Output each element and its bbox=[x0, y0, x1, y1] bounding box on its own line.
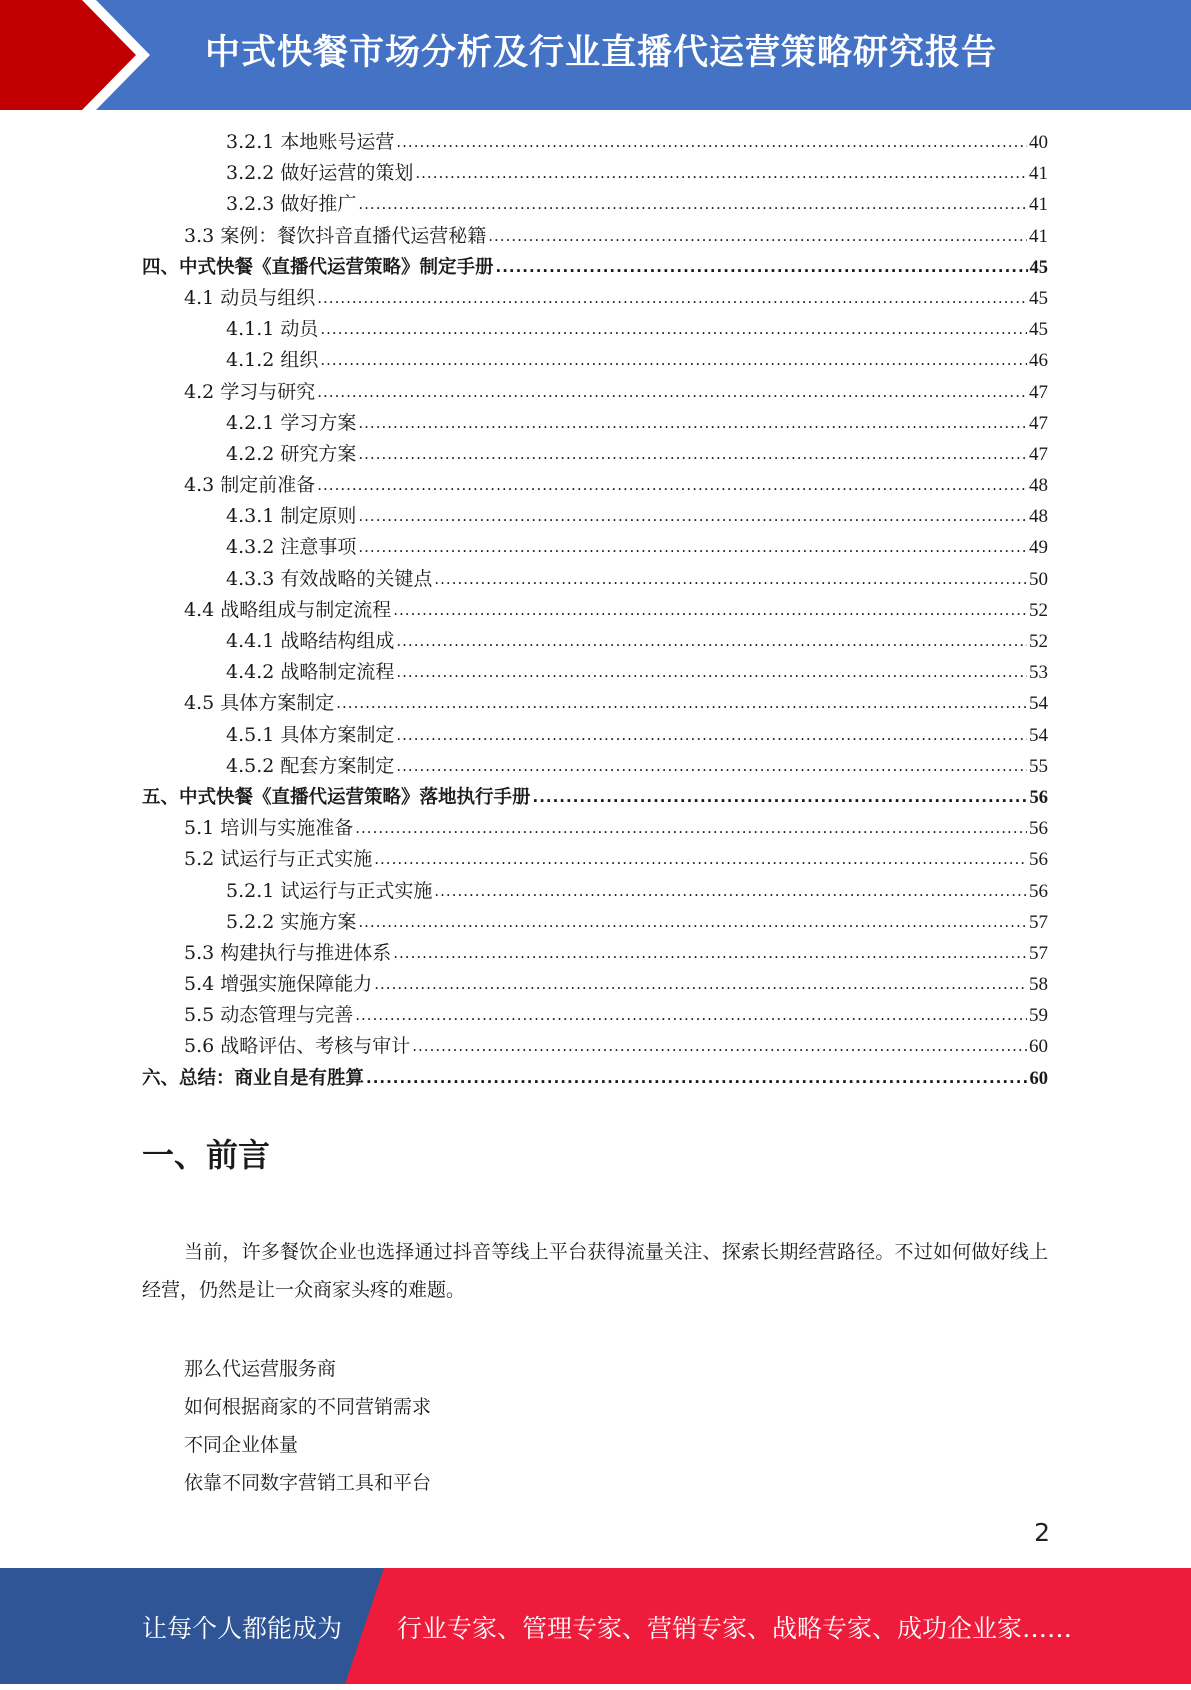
toc-entry-label: 3.2.3 做好推广 bbox=[226, 193, 357, 216]
toc-entry-page: 54 bbox=[1029, 724, 1048, 746]
toc-leader-dots bbox=[396, 126, 1027, 158]
toc-entry[interactable] bbox=[142, 720, 1048, 751]
toc-entry-page: 60 bbox=[1029, 1036, 1048, 1058]
toc-entry-page: 56 bbox=[1029, 818, 1048, 840]
toc-entry[interactable] bbox=[142, 252, 1048, 283]
toc-entry-page: 55 bbox=[1029, 755, 1048, 777]
toc-entry-label: 4.1.2 组织 bbox=[226, 349, 319, 372]
table-of-contents bbox=[142, 127, 1048, 1094]
toc-entry-label: 六、总结：商业自是有胜算 bbox=[142, 1067, 365, 1089]
footer-slogan-left: 让每个人都能成为 bbox=[142, 1614, 343, 1643]
toc-entry-label: 5.2.2 实施方案 bbox=[226, 910, 357, 933]
toc-leader-dots bbox=[396, 750, 1027, 782]
toc-entry[interactable] bbox=[142, 657, 1048, 688]
toc-entry-label: 3.2.1 本地账号运营 bbox=[226, 131, 395, 153]
toc-entry-label: 5.3 构建执行与推进体系 bbox=[184, 941, 392, 964]
intro-line: 如何根据商家的不同营销需求 bbox=[184, 1396, 432, 1418]
toc-leader-dots bbox=[366, 1062, 1027, 1094]
toc-entry-label: 四、中式快餐《直播代运营策略》制定手册 bbox=[142, 256, 494, 278]
toc-entry[interactable] bbox=[142, 1063, 1048, 1094]
toc-leader-dots bbox=[358, 906, 1027, 938]
toc-leader-dots bbox=[358, 531, 1027, 563]
toc-entry-page: 47 bbox=[1029, 412, 1048, 434]
toc-leader-dots bbox=[412, 1030, 1027, 1062]
toc-leader-dots bbox=[434, 875, 1027, 907]
toc-entry[interactable] bbox=[142, 1031, 1048, 1062]
page-number: 2 bbox=[1034, 1518, 1050, 1547]
toc-entry[interactable] bbox=[142, 969, 1048, 1000]
toc-entry[interactable] bbox=[142, 470, 1048, 501]
toc-entry[interactable] bbox=[142, 782, 1048, 813]
toc-entry-page: 58 bbox=[1029, 974, 1048, 996]
toc-entry[interactable] bbox=[142, 844, 1048, 875]
intro-line: 不同企业体量 bbox=[184, 1434, 299, 1456]
toc-entry-label: 4.4 战略组成与制定流程 bbox=[184, 598, 392, 621]
toc-entry[interactable] bbox=[142, 377, 1048, 408]
toc-entry-label: 5.4 增强实施保障能力 bbox=[184, 973, 373, 996]
toc-entry[interactable] bbox=[142, 314, 1048, 345]
toc-entry-page: 40 bbox=[1029, 132, 1048, 153]
toc-leader-dots bbox=[317, 469, 1027, 501]
intro-line: 那么代运营服务商 bbox=[184, 1358, 337, 1380]
toc-entry-page: 56 bbox=[1029, 880, 1048, 902]
toc-entry[interactable] bbox=[142, 564, 1048, 595]
toc-entry[interactable] bbox=[142, 688, 1048, 719]
toc-leader-dots bbox=[317, 282, 1027, 314]
toc-entry-page: 47 bbox=[1029, 381, 1048, 403]
toc-entry-page: 57 bbox=[1029, 911, 1048, 933]
toc-entry[interactable] bbox=[142, 189, 1048, 220]
toc-leader-dots bbox=[374, 843, 1027, 875]
report-title: 中式快餐市场分析及行业直播代运营策略研究报告 bbox=[205, 33, 998, 73]
toc-entry-page: 41 bbox=[1029, 163, 1048, 185]
toc-leader-dots bbox=[434, 563, 1027, 595]
toc-entry-label: 3.3 案例：餐饮抖音直播代运营秘籍 bbox=[184, 224, 487, 247]
toc-leader-dots bbox=[355, 999, 1027, 1031]
toc-entry-label: 5.2.1 试运行与正式实施 bbox=[226, 879, 433, 902]
toc-entry-label: 4.3.2 注意事项 bbox=[226, 536, 357, 559]
toc-entry-page: 52 bbox=[1029, 631, 1048, 652]
toc-leader-dots bbox=[396, 719, 1027, 751]
intro-lines bbox=[184, 1350, 431, 1502]
toc-leader-dots bbox=[415, 157, 1027, 189]
toc-leader-dots bbox=[488, 220, 1027, 252]
toc-entry-label: 5.5 动态管理与完善 bbox=[184, 1004, 354, 1027]
section-heading: 一、前言 bbox=[142, 1136, 271, 1174]
toc-entry-page: 45 bbox=[1029, 257, 1048, 278]
toc-entry-page: 57 bbox=[1029, 942, 1048, 964]
toc-entry[interactable] bbox=[142, 408, 1048, 439]
toc-leader-dots bbox=[396, 625, 1027, 657]
toc-entry-page: 48 bbox=[1029, 506, 1048, 528]
toc-entry[interactable] bbox=[142, 283, 1048, 314]
intro-paragraph: 当前，许多餐饮企业也选择通过抖音等线上平台获得流量关注、探索长期经营路径。不过如何做好线上经营，仍然是让一众商家头疼的难题。 bbox=[142, 1241, 1048, 1301]
toc-entry[interactable] bbox=[142, 876, 1048, 907]
toc-leader-dots bbox=[320, 313, 1027, 345]
toc-leader-dots bbox=[358, 407, 1027, 439]
toc-entry-page: 45 bbox=[1029, 319, 1048, 341]
toc-entry-label: 3.2.2 做好运营的策划 bbox=[226, 162, 414, 185]
toc-leader-dots bbox=[396, 656, 1027, 688]
toc-leader-dots bbox=[355, 812, 1027, 844]
toc-entry-label: 4.2.1 学习方案 bbox=[226, 411, 357, 434]
toc-entry-page: 56 bbox=[1029, 849, 1048, 871]
toc-entry-label: 4.1 动员与组织 bbox=[184, 286, 316, 309]
toc-entry-page: 41 bbox=[1029, 225, 1048, 247]
toc-leader-dots bbox=[533, 781, 1028, 813]
toc-entry-page: 60 bbox=[1029, 1068, 1048, 1089]
page-header bbox=[0, 0, 1191, 110]
toc-entry-page: 50 bbox=[1029, 568, 1048, 590]
toc-entry-label: 4.3.3 有效战略的关键点 bbox=[226, 567, 433, 590]
toc-entry-page: 53 bbox=[1029, 662, 1048, 684]
toc-entry[interactable] bbox=[142, 595, 1048, 626]
toc-leader-dots bbox=[358, 500, 1027, 532]
toc-entry[interactable] bbox=[142, 938, 1048, 969]
toc-entry-label: 4.2.2 研究方案 bbox=[226, 442, 357, 465]
toc-entry-label: 4.4.2 战略制定流程 bbox=[226, 661, 395, 684]
toc-entry-label: 4.2 学习与研究 bbox=[184, 380, 316, 403]
toc-leader-dots bbox=[336, 687, 1027, 719]
toc-entry-label: 5.1 培训与实施准备 bbox=[184, 817, 354, 840]
toc-entry-label: 5.6 战略评估、考核与审计 bbox=[184, 1035, 411, 1058]
toc-entry[interactable] bbox=[142, 439, 1048, 470]
toc-leader-dots bbox=[358, 188, 1027, 220]
toc-entry-label: 5.2 试运行与正式实施 bbox=[184, 848, 373, 871]
page-footer bbox=[0, 1568, 1191, 1684]
toc-entry-page: 47 bbox=[1029, 443, 1048, 465]
toc-entry-page: 52 bbox=[1029, 599, 1048, 621]
toc-entry[interactable] bbox=[142, 907, 1048, 938]
intro-line: 依靠不同数字营销工具和平台 bbox=[184, 1472, 432, 1494]
toc-entry-page: 45 bbox=[1029, 287, 1048, 309]
toc-entry-label: 4.3 制定前准备 bbox=[184, 474, 316, 497]
toc-entry-page: 49 bbox=[1029, 537, 1048, 559]
toc-entry-page: 46 bbox=[1029, 350, 1048, 372]
toc-entry-label: 五、中式快餐《直播代运营策略》落地执行手册 bbox=[142, 786, 531, 808]
toc-entry[interactable] bbox=[142, 1000, 1048, 1031]
toc-leader-dots bbox=[393, 594, 1027, 626]
toc-entry-label: 4.1.1 动员 bbox=[226, 318, 319, 341]
toc-entry[interactable] bbox=[142, 158, 1048, 189]
toc-entry-page: 59 bbox=[1029, 1005, 1048, 1027]
toc-entry-label: 4.5 具体方案制定 bbox=[184, 692, 335, 715]
toc-entry-page: 56 bbox=[1029, 787, 1048, 808]
toc-leader-dots bbox=[320, 344, 1027, 376]
toc-leader-dots bbox=[374, 968, 1027, 1000]
toc-leader-dots bbox=[496, 251, 1028, 283]
toc-entry[interactable] bbox=[142, 501, 1048, 532]
toc-entry[interactable] bbox=[142, 626, 1048, 657]
toc-entry[interactable] bbox=[142, 221, 1048, 252]
chevron-arrow-icon bbox=[0, 0, 150, 110]
toc-leader-dots bbox=[317, 376, 1027, 408]
toc-entry-page: 41 bbox=[1029, 194, 1048, 216]
toc-entry-label: 4.5.1 具体方案制定 bbox=[226, 723, 395, 746]
toc-leader-dots bbox=[358, 438, 1027, 470]
toc-entry[interactable] bbox=[142, 751, 1048, 782]
footer-slogan-right: 行业专家、管理专家、营销专家、战略专家、成功企业家…… bbox=[397, 1614, 1073, 1643]
toc-leader-dots bbox=[393, 937, 1027, 969]
toc-entry-page: 54 bbox=[1029, 693, 1048, 715]
toc-entry[interactable] bbox=[142, 127, 1048, 158]
toc-entry-label: 4.4.1 战略结构组成 bbox=[226, 630, 395, 652]
toc-entry[interactable] bbox=[142, 532, 1048, 563]
toc-entry-page: 48 bbox=[1029, 475, 1048, 497]
toc-entry-label: 4.5.2 配套方案制定 bbox=[226, 754, 395, 777]
toc-entry[interactable] bbox=[142, 813, 1048, 844]
toc-entry-label: 4.3.1 制定原则 bbox=[226, 505, 357, 528]
toc-entry[interactable] bbox=[142, 345, 1048, 376]
